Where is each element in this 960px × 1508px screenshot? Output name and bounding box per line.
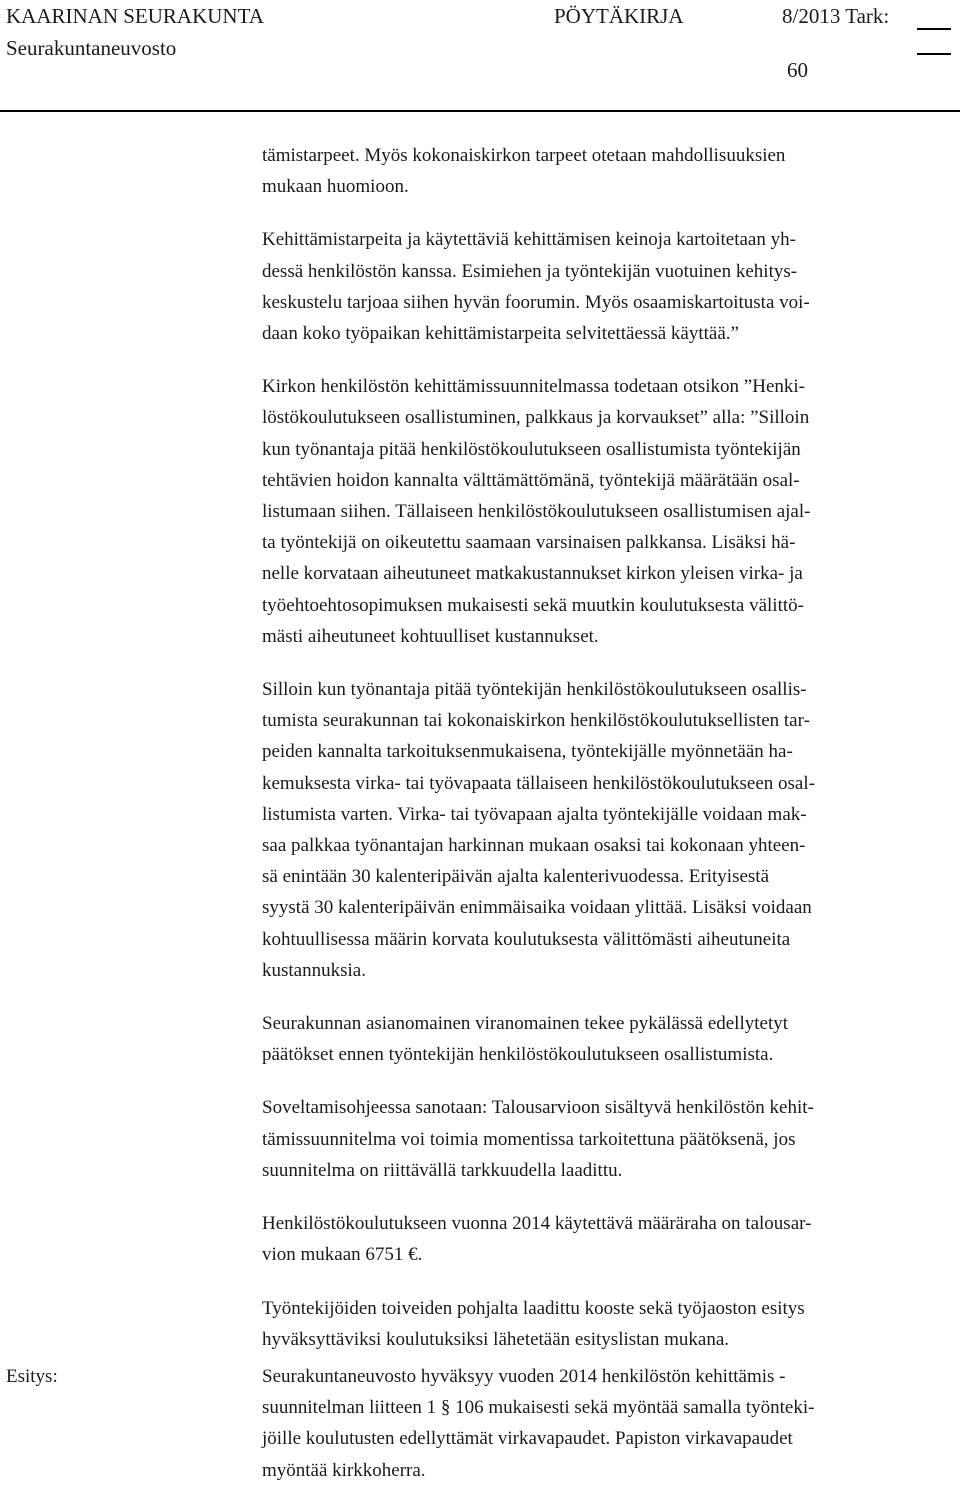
page-header <box>0 0 960 112</box>
text-line: tämissuunnitelma voi toimia momentissa tarkoitettuna päätöksenä, jos <box>262 1128 796 1150</box>
text-line: jöille koulutusten edellyttämät virkavapaudet. Papiston virkavapaudet <box>262 1428 793 1450</box>
issue-number: 8/2013 Tark: <box>782 4 890 28</box>
text-line: suunnitelman liitteen 1 § 106 mukaisesti sekä myöntää samalla työnteki- <box>262 1397 815 1419</box>
organization-name: KAARINAN SEURAKUNTA <box>6 4 264 28</box>
paragraph <box>262 371 952 652</box>
text-line: kemuksesta virka- tai työvapaata tällaiseen henkilöstökoulutukseen osal- <box>262 772 815 794</box>
document-body <box>262 140 952 1377</box>
text-line: listumaan siihen. Tällaiseen henkilöstökoulutukseen osallistumisen ajal- <box>262 501 811 523</box>
text-line: peiden kannalta tarkoituksenmukaisena, työntekijälle myönnetään ha- <box>262 741 793 763</box>
text-line: suunnitelma on riittävällä tarkkuudella laadittu. <box>262 1159 623 1181</box>
proposal-text <box>262 1361 952 1508</box>
proposal-label: Esitys: <box>6 1366 58 1387</box>
paragraph <box>262 224 952 349</box>
governing-body: Seurakuntaneuvosto <box>6 36 177 60</box>
paragraph <box>262 1092 952 1186</box>
paragraph <box>262 674 952 986</box>
text-line: tehtävien hoidon kannalta välttämättömänä, työntekijä määrätään osal- <box>262 469 800 491</box>
text-line: Seurakuntaneuvosto hyväksyy vuoden 2014 henkilöstön kehittämis - <box>262 1366 786 1387</box>
text-line: tumista seurakunnan tai kokonaiskirkon henkilöstökoulutuksellisten tar- <box>262 710 810 732</box>
text-line: työehtoehtosopimuksen mukaisesti sekä muutkin koulutuksesta välittö- <box>262 594 804 616</box>
text-line: sä enintään 30 kalenteripäivän ajalta kalenterivuodessa. Erityisestä <box>262 866 769 888</box>
paragraph <box>262 140 952 202</box>
text-line: kohtuullisessa määrin korvata koulutuksesta välittömästi aiheutuneita <box>262 928 791 950</box>
text-line: löstökoulutukseen osallistuminen, palkkaus ja korvaukset” alla: ”Silloin <box>262 407 810 429</box>
text-line: Seurakunnan asianomainen viranomainen tekee pykälässä edellytetyt <box>262 1013 789 1035</box>
text-line: Kehittämistarpeita ja käytettäviä kehittämisen keinoja kartoitetaan yh- <box>262 229 796 251</box>
check-blank-line-2 <box>917 53 951 55</box>
text-line: ta työntekijä on oikeutettu saamaan varsinaisen palkkansa. Lisäksi hä- <box>262 532 796 554</box>
check-blank-line <box>917 28 951 30</box>
page-number: 60 <box>787 58 808 82</box>
text-line: mukaan huomioon. <box>262 176 409 198</box>
paragraph <box>262 1008 952 1070</box>
text-line: nelle korvataan aiheutuneet matkakustannukset kirkon yleisen virka- ja <box>262 563 803 585</box>
text-line: Työntekijöiden toiveiden pohjalta laadittu kooste sekä työjaoston esitys <box>262 1297 805 1319</box>
paragraph <box>262 1208 952 1270</box>
text-line: Kirkon henkilöstön kehittämissuunnitelmassa todetaan otsikon ”Henki- <box>262 376 805 398</box>
paragraph <box>262 1293 952 1355</box>
text-line: saa palkkaa työnantajan harkinnan mukaan osaksi tai kokonaan yhteen- <box>262 835 806 857</box>
text-line: daan koko työpaikan kehittämistarpeita selvitettäessä käyttää.” <box>262 323 739 345</box>
text-line: Henkilöstökoulutukseen vuonna 2014 käytettävä määräraha on talousar- <box>262 1213 812 1235</box>
text-line: syystä 30 kalenteripäivän enimmäisaika voidaan ylittää. Lisäksi voidaan <box>262 897 812 919</box>
text-line: listumista varten. Virka- tai työvapaan ajalta työntekijälle voidaan mak- <box>262 803 807 825</box>
text-line: Silloin kun työnantaja pitää työntekijän henkilöstökoulutukseen osallis- <box>262 679 807 701</box>
text-line: kun työnantaja pitää henkilöstökoulutukseen osallistumista työntekijän <box>262 438 801 460</box>
document-type: PÖYTÄKIRJA <box>554 4 684 28</box>
text-line: hyväksyttäviksi koulutuksiksi lähetetään esityslistan mukana. <box>262 1328 730 1350</box>
text-line: kustannuksia. <box>262 959 366 981</box>
text-line: myöntää kirkkoherra. <box>262 1459 426 1481</box>
text-line: tämistarpeet. Myös kokonaiskirkon tarpeet otetaan mahdollisuuksien <box>262 145 786 166</box>
text-line: mästi aiheutuneet kohtuulliset kustannukset. <box>262 625 599 647</box>
text-line: päätökset ennen työntekijän henkilöstökoulutukseen osallistumista. <box>262 1044 774 1066</box>
text-line: Soveltamisohjeessa sanotaan: Talousarvioon sisältyvä henkilöstön kehit- <box>262 1097 814 1119</box>
proposal-paragraph <box>262 1361 952 1486</box>
text-line: vion mukaan 6751 €. <box>262 1244 423 1266</box>
header-divider <box>0 110 960 112</box>
text-line: keskustelu tarjoaa siihen hyvän foorumin. Myös osaamiskartoitusta voi- <box>262 291 810 313</box>
text-line: dessä henkilöstön kanssa. Esimiehen ja työntekijän vuotuinen kehitys- <box>262 260 798 282</box>
